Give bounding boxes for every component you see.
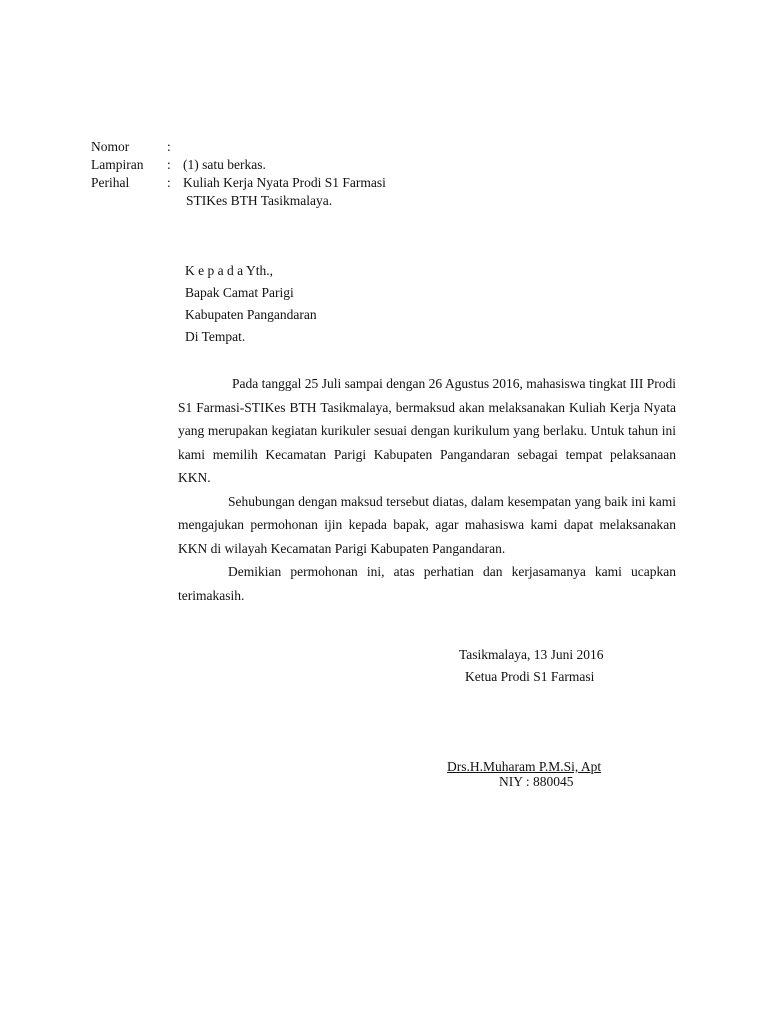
signature-name: Drs.H.Muharam P.M.Si, Apt xyxy=(447,759,602,774)
perihal-colon: : xyxy=(167,175,171,190)
lampiran-label: Lampiran xyxy=(91,157,144,172)
recipient-name: Bapak Camat Parigi xyxy=(185,285,294,300)
perihal-label: Perihal xyxy=(91,175,130,190)
perihal-line-2: STIKes BTH Tasikmalaya. xyxy=(186,193,333,208)
signature-niy: NIY : 880045 xyxy=(499,774,574,789)
body-paragraph-2: Sehubungan dengan maksud tersebut diatas, dalam kesempatan yang baik ini kami mengajukan permohonan ijin kepada bapak, agar mahasiswa kami dapat melaksanakan KKN di wilayah Kecamatan Parigi Kabupaten Pangandaran. xyxy=(178,493,676,556)
nomor-colon: : xyxy=(167,139,171,154)
body-paragraph-1: Pada tanggal 25 Juli sampai dengan 26 Agustus 2016, mahasiswa tingkat III Prodi S1 Farmasi-STIKes BTH Tasikmalaya, bermaksud akan melaksanakan Kuliah Kerja Nyata yang merupakan kegiatan kurikuler sesuai dengan kurikulum yang berlaku. Untuk tahun ini kami memilih Kecamatan Parigi Kabupaten Pangandaran sebagai tempat pelaksanaan KKN. xyxy=(178,376,676,485)
body-paragraph-3: Demikian permohonan ini, atas perhatian dan kerjasamanya kami ucapkan terimakasih. xyxy=(178,564,676,603)
signature-place-date: Tasikmalaya, 13 Juni 2016 xyxy=(459,647,604,662)
lampiran-colon: : xyxy=(167,157,171,172)
recipient-regency: Kabupaten Pangandaran xyxy=(185,307,317,322)
letter-body xyxy=(178,372,676,607)
nomor-label: Nomor xyxy=(91,139,130,154)
signature-position: Ketua Prodi S1 Farmasi xyxy=(465,669,595,684)
lampiran-value: (1) satu berkas. xyxy=(183,157,266,172)
perihal-line-1: Kuliah Kerja Nyata Prodi S1 Farmasi xyxy=(183,175,386,190)
recipient-greeting: K e p a d a Yth., xyxy=(185,263,273,278)
recipient-place: Di Tempat. xyxy=(185,329,246,344)
